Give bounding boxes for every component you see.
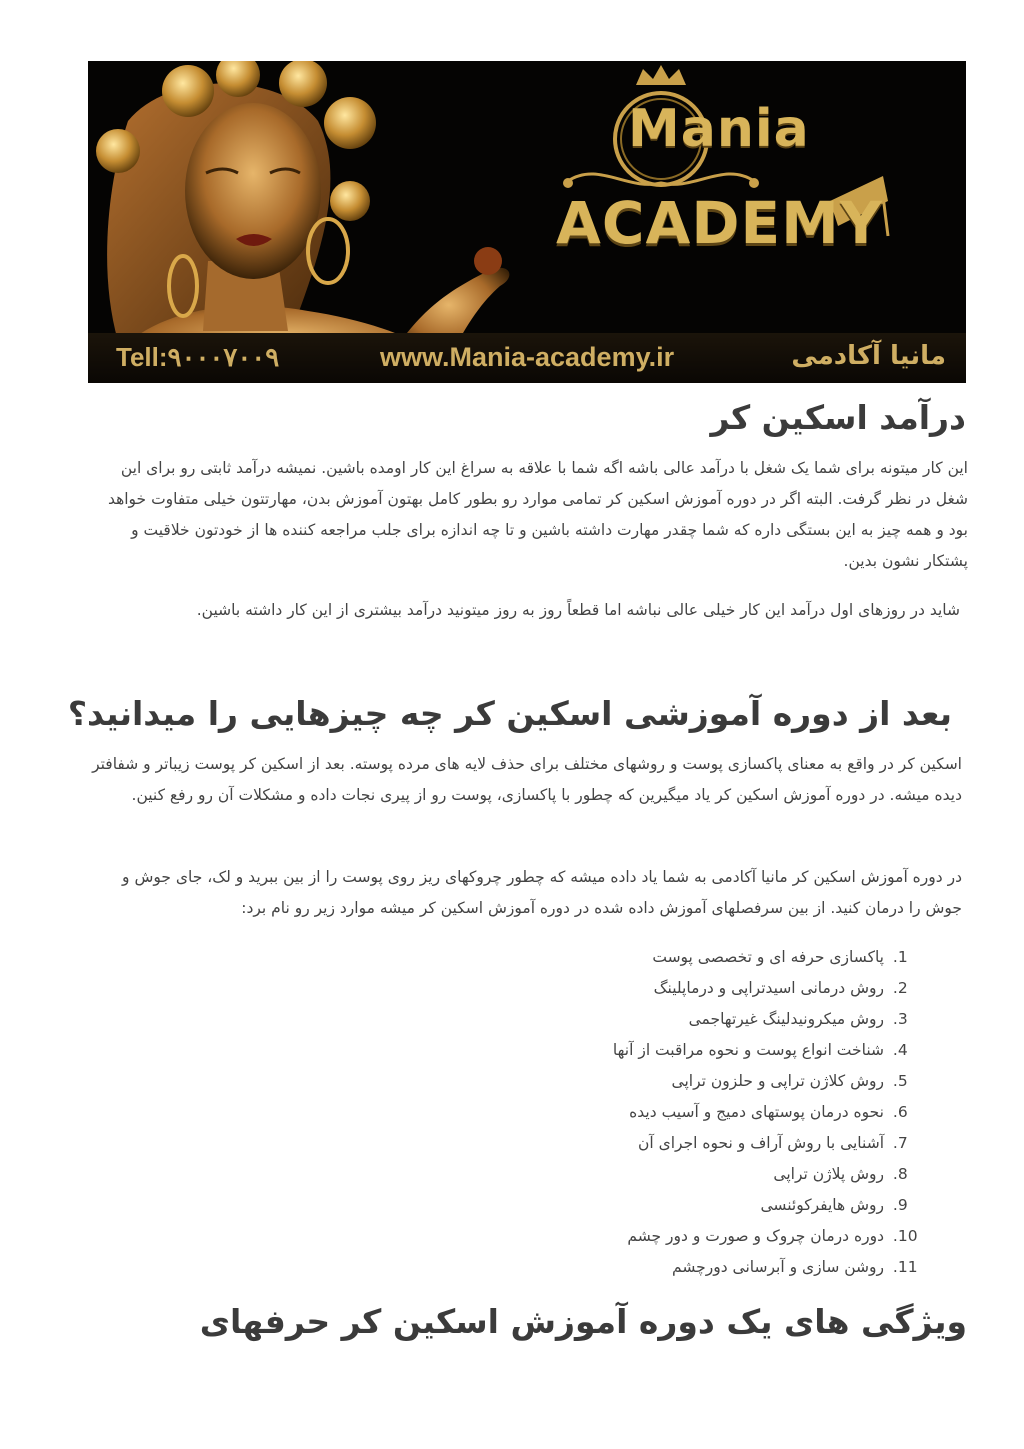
income-paragraph-1: این کار میتونه برای شما یک شغل با درآمد عالی باشه اگه شما با علاقه به سراغ این کار اومده باشین. نمیشه درآمد ثابتی رو برای این شغل در نظر گرفت. البته اگر در دوره آموزش اسکین کر تمامی موارد رو بطور کامل بهتون آموزش بدن، مهارتتون خیلی متفاوت خواهد بود و همه چیز به این بستگی داره که شما چقدر مهارت داشته باشین و تا چه اندازه برای جلب مراجعه کننده ها از خودتون خلاقیت و پشتکار نشون بدین. <box>107 459 968 570</box>
income-paragraph-2: شاید در روزهای اول درآمد این کار خیلی عالی نباشه اما قطعاً روز به روز میتونید درآمد بیشتری از این کار داشته باشین. <box>196 601 960 619</box>
course-topics-list <box>468 942 914 1283</box>
banner-phone: Tell:۹۰۰۰۷۰۰۹ <box>116 342 280 372</box>
learnings-paragraph-1: اسکین کر در واقع به معنای پاکسازی پوست و روشهای مختلف برای حذف لایه های مرده پوسته. بعد از اسکین کر پوست زیباتر و شفافتر دیده میشه. در دوره آموزش اسکین کر یاد میگیرین که چطور با پاکسازی، پوست رو از پیری نجات داده و مشکلات آن رو رفع کنین. <box>92 755 962 804</box>
list-item: 5. روش کلاژن تراپی و حلزون تراپی <box>468 1066 888 1097</box>
section-heading-learnings: بعد از دوره آموزشی اسکین کر چه چیزهایی را میدانید؟ <box>67 694 952 733</box>
brand-academy: ACADEMY <box>556 189 883 257</box>
section-heading-income: درآمد اسکین کر <box>710 398 966 437</box>
list-item: 9. روش هایفرکوئنسی <box>468 1190 888 1221</box>
list-item: 11. روشن سازی و آبرسانی دورچشم <box>468 1252 888 1283</box>
banner-name-fa: مانیا آکادمی <box>791 341 946 371</box>
section-heading-features: ویژگی های یک دوره آموزش اسکین کر حرفهای <box>199 1302 967 1341</box>
list-item: 10. دوره درمان چروک و صورت و دور چشم <box>468 1221 888 1252</box>
list-item: 4. شناخت انواع پوست و نحوه مراقبت از آنها <box>468 1035 888 1066</box>
list-item: 6. نحوه درمان پوستهای دمیج و آسیب دیده <box>468 1097 888 1128</box>
list-item: 8. روش پلاژن تراپی <box>468 1159 888 1190</box>
list-item: 2. روش درمانی اسیدتراپی و درماپلینگ <box>468 973 888 1004</box>
brand-mania: Mania <box>628 99 810 159</box>
list-item: 3. روش میکرونیدلینگ غیرتهاجمی <box>468 1004 888 1035</box>
academy-banner <box>88 61 966 383</box>
list-item: 7. آشنایی با روش آراف و نحوه اجرای آن <box>468 1128 888 1159</box>
banner-website: www.Mania-academy.ir <box>380 342 675 372</box>
list-item: 1. پاکسازی حرفه ای و تخصصی پوست <box>468 942 888 973</box>
learnings-paragraph-2: در دوره آموزش اسکین کر مانیا آکادمی به شما یاد داده میشه که چطور چروکهای ریز روی پوست را از بین ببرید و لک، جای جوش و جوش را درمان کنید. از بین سرفصلهای آموزش داده شده در دوره آموزش اسکین کر میشه موارد زیر رو نام برد: <box>122 868 962 917</box>
